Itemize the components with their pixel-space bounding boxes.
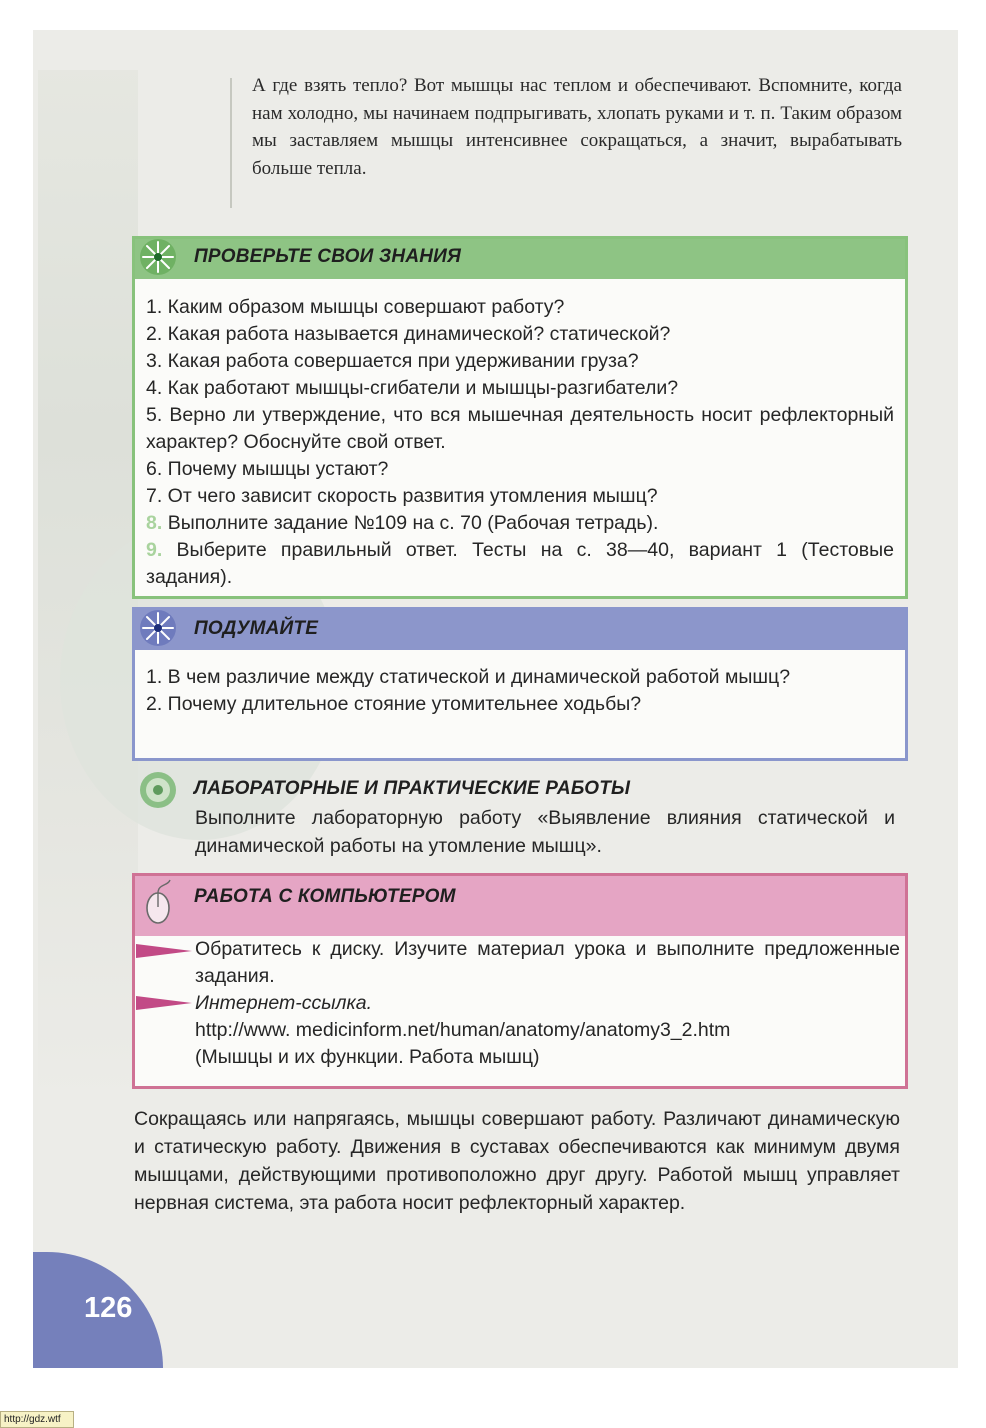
pointer-arrow-icon [136, 944, 192, 958]
star-burst-icon [138, 237, 178, 277]
question-item: 7. От чего зависит скорость развития утомления мышц? [146, 485, 658, 507]
internet-label: Интернет-ссылка. [195, 992, 373, 1014]
task-text: Выполните задание №109 на с. 70 (Рабочая тетрадь). [167, 512, 659, 534]
computer-content [195, 936, 900, 1071]
page-number: 126 [84, 1292, 133, 1324]
task-number: 9. [146, 539, 163, 561]
question-item: 1. В чем различие между статической и динамической работой мышц? [146, 666, 791, 688]
lab-task: Выполните лабораторную работу «Выявление влияния статической и динамической работы на утомление мышц». [195, 807, 895, 857]
pointer-arrow-icon [136, 996, 192, 1010]
check-knowledge-title: ПРОВЕРЬТЕ СВОИ ЗНАНИЯ [194, 246, 462, 267]
question-item: 2. Какая работа называется динамической? статической? [146, 323, 671, 345]
resource-link[interactable]: http://www. medicinform.net/human/anatomy/anatomy3_2.htm [195, 1019, 731, 1041]
question-item: 4. Как работают мышцы-сгибатели и мышцы-разгибатели? [146, 377, 679, 399]
test-task [146, 537, 894, 591]
flask-disc-icon [138, 770, 178, 810]
task-number: 8. [146, 512, 163, 534]
think-questions [146, 664, 894, 718]
check-knowledge-questions [146, 294, 894, 591]
watermark-url[interactable]: http://gdz.wtf [0, 1411, 74, 1428]
question-item: 1. Каким образом мышцы совершают работу? [146, 296, 565, 318]
link-caption: (Мышцы и их функции. Работа мышц) [195, 1046, 540, 1068]
think-title: ПОДУМАЙТЕ [194, 618, 319, 639]
star-burst-icon [138, 608, 178, 648]
disk-task: Обратитесь к диску. Изучите материал урока и выполните предложенные задания. [195, 938, 900, 987]
lab-title: ЛАБОРАТОРНЫЕ И ПРАКТИЧЕСКИЕ РАБОТЫ [194, 778, 631, 799]
question-item: 6. Почему мышцы устают? [146, 458, 389, 480]
summary-paragraph: Сокращаясь или напрягаясь, мышцы совершают работу. Различают динамическую и статическую работу. Движения в суставах обеспечиваются как минимум двумя мышцами, действующими противоположно друг другу. Работой мышц управляет нервная система, эта работа носит рефлекторный характер. [134, 1108, 900, 1214]
computer-title: РАБОТА С КОМПЬЮТЕРОМ [194, 886, 456, 907]
question-item: 3. Какая работа совершается при удерживании груза? [146, 350, 639, 372]
question-item: 5. Верно ли утверждение, что вся мышечная деятельность носит рефлекторный характер? Обоснуйте свой ответ. [146, 404, 894, 453]
margin-rule [230, 78, 232, 208]
workbook-task [146, 510, 894, 537]
question-item: 2. Почему длительное стояние утомительнее ходьбы? [146, 693, 642, 715]
task-text: Выберите правильный ответ. Тесты на с. 38—40, вариант 1 (Тестовые задания). [146, 539, 894, 588]
intro-paragraph: А где взять тепло? Вот мышцы нас теплом и обеспечивают. Вспомните, когда нам холодно, мы начинаем подпрыгивать, хлопать руками и т. п. Таким образом мы заставляем мышцы интенсивнее сокращаться, а значит, вырабатывать больше тепла. [252, 75, 902, 179]
computer-mouse-icon [140, 878, 176, 926]
